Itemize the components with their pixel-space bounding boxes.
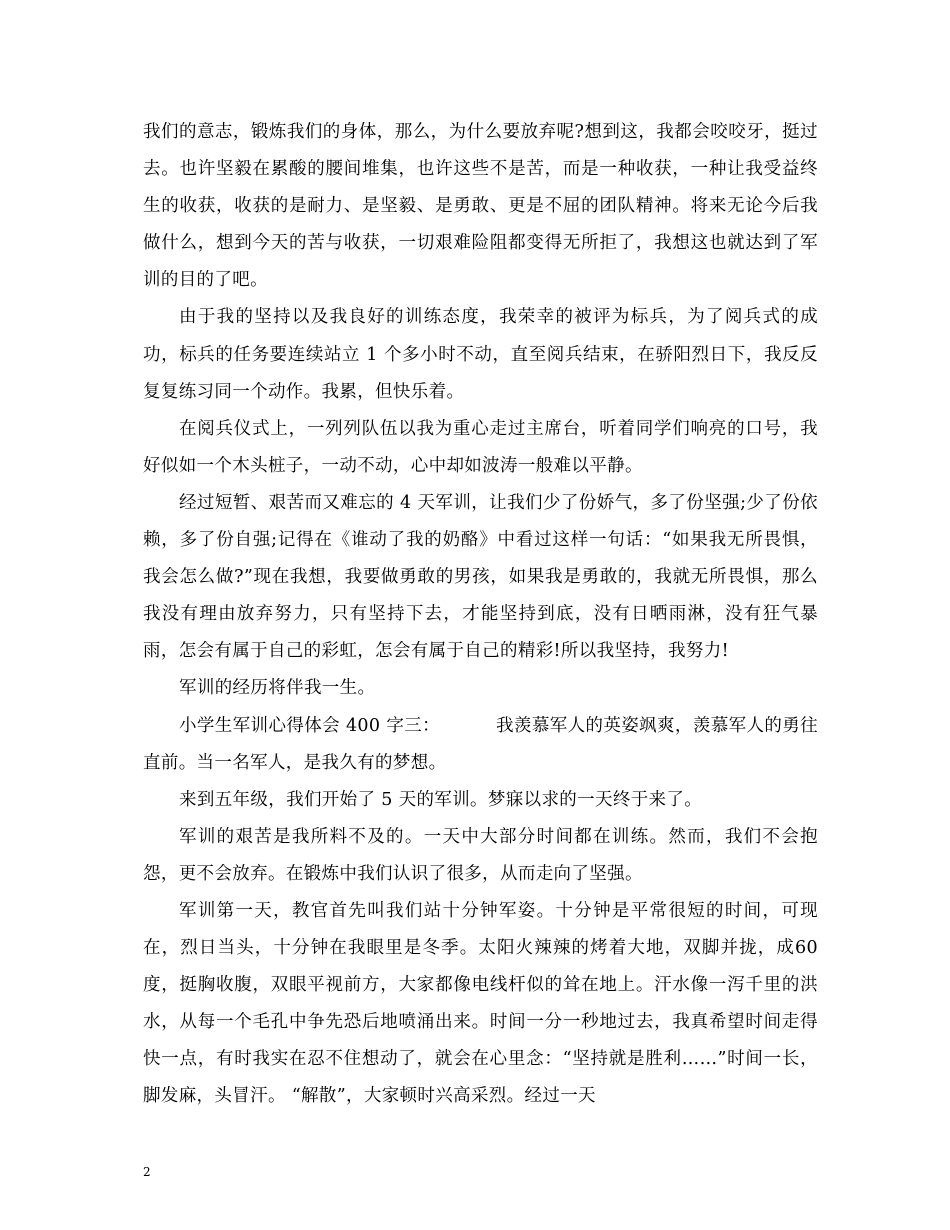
paragraph-4: 经过短暂、艰苦而又难忘的 4 天军训，让我们少了份娇气，多了份坚强;少了份依赖，多了份自强;记得在《谁动了我的奶酪》中看过这样一句话：“如果我无所畏惧，我会怎么做?”现在我想，我要做勇敢的男孩，如果我是勇敢的，我就无所畏惧，那么我没有理由放弃努力，只有坚持下去，才能坚持到底，没有日晒雨淋，没有狂气暴雨，怎会有属于自己的彩虹，怎会有属于自己的精彩!所以我坚持，我努力! [143,492,818,662]
paragraph-1: 我们的意志，锻炼我们的身体，那么，为什么要放弃呢?想到这，我都会咬咬牙，挺过去。也许坚毅在累酸的腰间堆集，也许这些不是苦，而是一种收获，一种让我受益终生的收获，收获的是耐力、是坚毅、是勇敢、更是不屈的团队精神。将来无论今后我做什么，想到今天的苦与收获，一切艰难险阻都变得无所拒了，我想这也就达到了军训的目的了吧。 [143,122,818,291]
paragraph-9: 军训第一天，教官首先叫我们站十分钟军姿。十分钟是平常很短的时间，可现在，烈日当头，十分钟在我眼里是冬季。太阳火辣辣的烤着大地，双脚并拢，成60度，挺胸收腹，双眼平视前方，大家都像电线杆似的耸在地上。汗水像一泻千里的洪水，从每一个毛孔中争先恐后地喷涌出来。时间一分一秒地过去，我真希望时间走得快一点，有时我实在忍不住想动了，就会在心里念：“坚持就是胜利……”时间一长，脚发麻，头冒汗。 “解散”，大家顿时兴高采烈。经过一天 [143,900,818,1107]
paragraph-5: 军训的经历将伴我一生。 [179,678,376,699]
paragraph-6-text: 我羡慕军人的英姿飒爽，羡慕军人的勇往直前。当一名军人，是我久有的梦想。 [143,715,818,773]
paragraph-6 [143,708,818,782]
paragraph-8: 军训的艰苦是我所料不及的。一天中大部分时间都在训练。然而，我们不会抱怨，更不会放弃。在锻炼中我们认识了很多，从而走向了坚强。 [143,826,818,884]
paragraph-3: 在阅兵仪式上，一列列队伍以我为重心走过主席台，听着同学们响亮的口号，我好似如一个木头桩子，一动不动，心中却如波涛一般难以平静。 [143,418,818,476]
paragraph-2: 由于我的坚持以及我良好的训练态度，我荣幸的被评为标兵，为了阅兵式的成功，标兵的任务要连续站立 1 个多小时不动，直至阅兵结束，在骄阳烈日下，我反反复复练习同一个动作。我累，但快乐着。 [143,307,818,402]
section-heading: 小学生军训心得体会 400 字三： [179,715,441,736]
document-body [143,114,818,1116]
page-number: 2 [143,1165,151,1179]
paragraph-7: 来到五年级，我们开始了 5 天的军训。梦寐以求的一天终于来了。 [179,789,703,810]
